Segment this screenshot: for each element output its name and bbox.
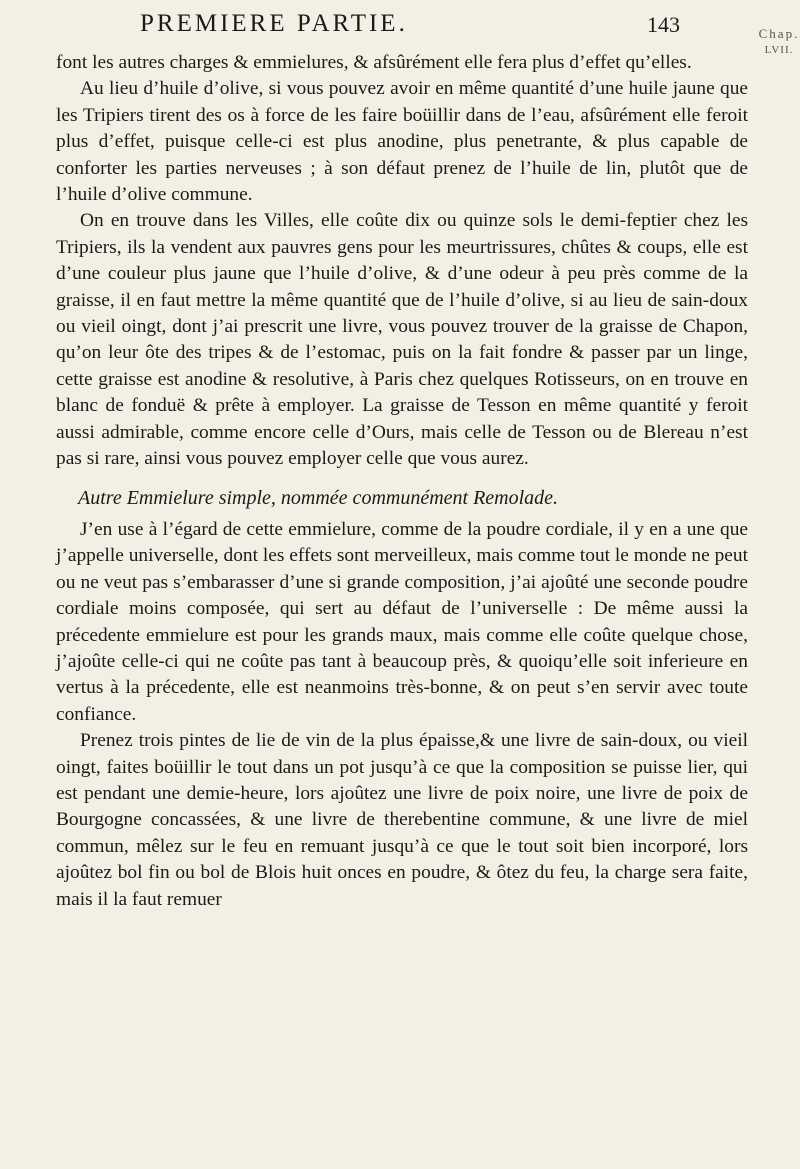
paragraph-villes: On en trouve dans les Villes, elle coûte dix ou quinze sols le demi-feptier chez les Tripiers, ils la vendent aux pauvres gens pour les meurtrissures, chûtes & coups, elle est d’une couleur plus jaune que l’huile d’olive, & d’une odeur à peu près comme de la graisse, il en faut mettre la même quantité que de l’huile d’olive, si au lieu de sain-doux ou vieil oingt, dont j’ai prescrit une livre, vous pouvez trouver de la graisse de Chapon, qu’on leur ôte des tripes & de l’estomac, puis on la fait fondre & passer par un linge, cette graisse est anodine & resolutive, à Paris chez quelques Rotisseurs, on en trouve en blanc de fonduë & prête à employer. La graisse de Tesson en même quantité y feroit aussi admirable, comme encore celle d’Ours, mais celle de Tesson ou de Blereau n’est pas si rare, ainsi vous pouvez employer celle que vous aurez. — [56, 210, 748, 470]
paragraph-huile: Au lieu d’huile d’olive, si vous pouvez avoir en même quantité d’une huile jaune que les Tripiers tirent des os à force de les faire boüillir dans de l’eau, afsûrément elle feroit plus d’effet, puisque celle-ci est plus anodine, plus penetrante, & plus capable de conforter les parties nerveuses ; à son défaut prenez de l’huile de lin, plutôt que de l’huile d’olive commune. — [56, 78, 748, 206]
paragraph-continuation: font les autres charges & emmielures, & afsûrément elle fera plus d’effet qu’elles. — [56, 52, 692, 73]
page-header — [120, 4, 680, 44]
chapter-number: LVII. — [764, 44, 794, 56]
paragraph-usage: J’en use à l’égard de cette emmielure, comme de la poudre cordiale, il y en a une que j’appelle universelle, dont les effets sont merveilleux, mais comme tout le monde ne peut ou ne veut pas s’embarasser d’une si grande composition, j’ai ajoûté une seconde poudre cordiale moins composée, qui sert au défaut de l’universelle : De même aussi la précedente emmielure est pour les grands maux, mais comme elle coûte quelque chose, j’ajoûte celle-ci qui ne coûte pas tant à beaucoup près, & quoiqu’elle soit inferieure en vertus à la précedente, elle est neanmoins très-bonne, & on peut s’en servir avec toute confiance. — [56, 518, 748, 725]
paragraph-recipe: Prenez trois pintes de lie de vin de la plus épaisse,& une livre de sain-doux, ou vieil oingt, faites boüillir le tout dans un pot jusqu’à ce que la composition se puisse lier, qui est pendant une demie-heure, lors ajoûtez une livre de poix noire, une livre de poix de Bourgogne concassées, & une livre de therebentine commune, & une livre de miel commun, mêlez sur le feu en remuant jusqu’à ce que le tout soit bien incorporé, lors ajoûtez bol fin ou bol de Blois huit onces en poudre, & ôtez du feu, la charge sera faite, mais il la faut remuer — [56, 730, 748, 910]
chapter-margin-note — [758, 26, 800, 58]
chapter-label: Chap. — [758, 26, 800, 41]
running-title: PREMIERE PARTIE. — [140, 10, 408, 37]
page-number: 143 — [647, 12, 680, 37]
section-heading: Autre Emmielure simple, nommée communément Remolade. — [78, 486, 559, 509]
body-text — [56, 50, 748, 913]
